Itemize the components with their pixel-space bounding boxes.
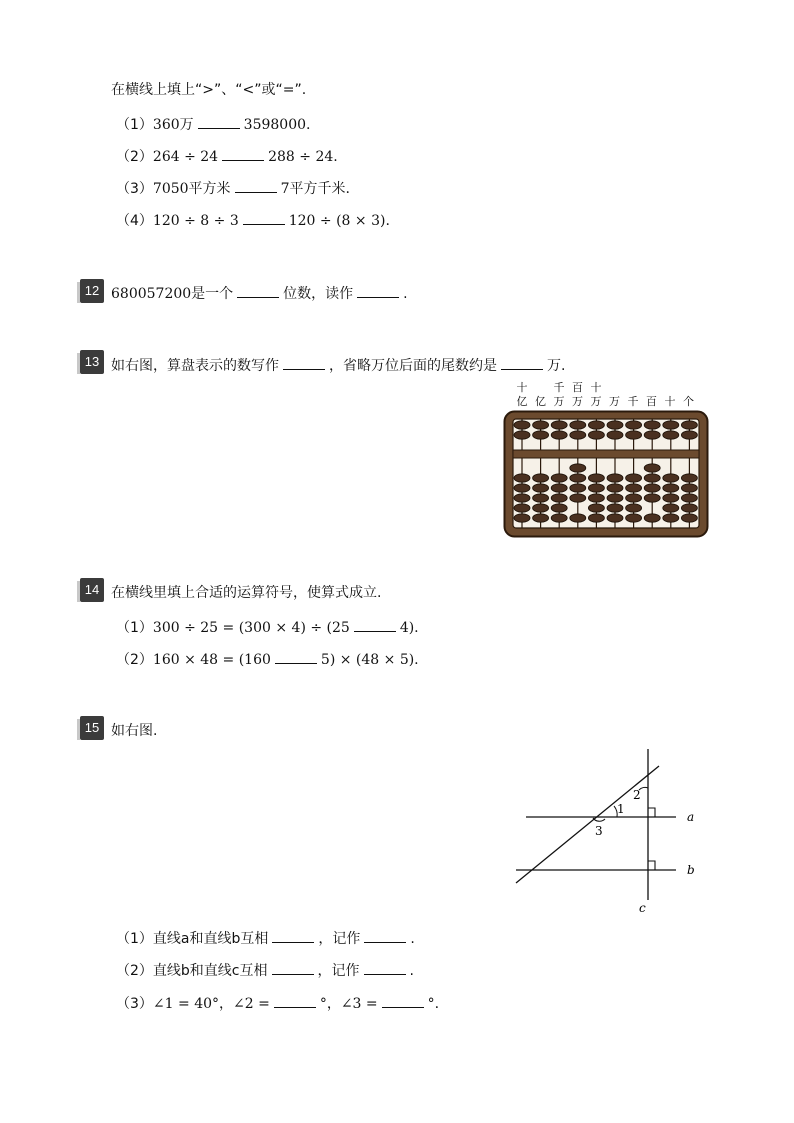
q13-part2: ，省略万位后面的尾数约是 <box>329 358 497 374</box>
abacus-bead <box>551 494 567 502</box>
abacus-bead <box>588 494 604 502</box>
abacus-bead <box>514 494 530 502</box>
abacus-bead <box>533 494 549 502</box>
q12-text <box>111 283 408 304</box>
q14-item-2 <box>116 649 419 670</box>
abacus-bead <box>533 474 549 482</box>
right-angle-mark-b <box>648 861 655 870</box>
abacus-bead <box>626 474 642 482</box>
item-left: 120 ÷ 8 ÷ 3 <box>152 213 239 229</box>
abacus-bead <box>533 484 549 492</box>
abacus-bead <box>663 431 679 439</box>
abacus-bead <box>644 484 660 492</box>
item-part2: ，记作 <box>318 931 361 947</box>
abacus-bead <box>644 474 660 482</box>
item-right: 5) × (48 × 5). <box>320 652 419 668</box>
answer-blank[interactable] <box>272 960 314 975</box>
item-number: （3） <box>116 181 153 197</box>
abacus-bead <box>607 514 623 522</box>
answer-blank[interactable] <box>501 355 543 370</box>
abacus-bead <box>681 431 697 439</box>
question-badge-15: 15 <box>80 716 104 740</box>
abacus-bead <box>607 431 623 439</box>
item-end: °. <box>427 996 440 1012</box>
place-label-bottom: 个 <box>683 395 694 408</box>
abacus-bead <box>663 494 679 502</box>
abacus-bead <box>607 421 623 429</box>
q11-item-2 <box>116 146 338 167</box>
q13-text <box>111 355 565 376</box>
abacus-bead <box>607 494 623 502</box>
item-number: （2） <box>116 149 153 165</box>
item-left: 300 ÷ 25 = (300 × 4) ÷ (25 <box>152 620 350 636</box>
q12-part2: 位数，读作 <box>283 286 354 302</box>
abacus-bead <box>570 484 586 492</box>
abacus-bead <box>514 514 530 522</box>
abacus-bead <box>663 474 679 482</box>
abacus-bead <box>551 474 567 482</box>
answer-blank[interactable] <box>243 210 285 225</box>
abacus-bead <box>681 494 697 502</box>
place-label-bottom: 千 <box>627 395 639 408</box>
abacus-bead <box>626 494 642 502</box>
item-right: 4). <box>399 620 419 636</box>
item-right: 120 ÷ (8 × 3). <box>288 213 390 229</box>
abacus-bead <box>607 474 623 482</box>
abacus-bead <box>663 514 679 522</box>
abacus-bead <box>626 504 642 512</box>
place-label-bottom: 万 <box>609 395 620 408</box>
abacus-bead <box>514 421 530 429</box>
item-number: （2） <box>116 652 153 668</box>
place-label-bottom: 万 <box>590 395 602 408</box>
item-part2: °，∠3 = <box>319 996 378 1012</box>
place-label-top: 十 <box>590 381 602 394</box>
q11-intro: 在横线上填上“>”、“<”或“=”. <box>111 82 307 98</box>
transversal-line <box>516 766 659 883</box>
abacus-bead <box>588 484 604 492</box>
q15-item-3 <box>116 993 439 1014</box>
item-number: （2） <box>116 963 153 979</box>
abacus-bead <box>626 421 642 429</box>
item-left: 160 × 48 = (160 <box>152 652 271 668</box>
abacus-bead <box>570 494 586 502</box>
abacus-bead <box>570 474 586 482</box>
abacus-bead <box>514 504 530 512</box>
item-end: . <box>409 963 414 979</box>
abacus-bead <box>626 484 642 492</box>
abacus-bead <box>533 421 549 429</box>
abacus-bead <box>607 484 623 492</box>
abacus-bead <box>514 431 530 439</box>
abacus-bead <box>514 474 530 482</box>
abacus-beam <box>513 450 699 458</box>
q14-intro: 在横线里填上合适的运算符号，使算式成立. <box>111 585 382 601</box>
answer-blank[interactable] <box>364 928 406 943</box>
abacus-bead <box>663 504 679 512</box>
answer-blank[interactable] <box>364 960 406 975</box>
abacus-bead <box>551 431 567 439</box>
item-left: 264 ÷ 24 <box>152 149 219 165</box>
item-number: （1） <box>116 931 153 947</box>
item-part1: 直线a和直线b互相 <box>152 931 269 947</box>
item-part1: 直线b和直线c互相 <box>152 963 268 979</box>
question-badge-12: 12 <box>80 279 104 303</box>
place-label-bottom: 万 <box>553 395 565 408</box>
place-label-top: 十 <box>516 381 528 394</box>
answer-blank[interactable] <box>222 146 264 161</box>
abacus-bead <box>570 431 586 439</box>
answer-blank[interactable] <box>274 993 316 1008</box>
abacus-bead <box>644 464 660 472</box>
abacus-bead <box>533 514 549 522</box>
abacus-bead <box>570 514 586 522</box>
label-angle-3: 3 <box>595 824 603 838</box>
item-part1: ∠1 = 40°，∠2 = <box>152 996 270 1012</box>
abacus-bead <box>514 484 530 492</box>
item-end: . <box>410 931 415 947</box>
place-label-top: 百 <box>572 381 583 394</box>
place-label-bottom: 亿 <box>516 395 528 408</box>
right-angle-mark-a <box>648 808 655 817</box>
abacus-bead <box>588 421 604 429</box>
item-number: （1） <box>116 117 153 133</box>
place-label-bottom: 百 <box>646 395 657 408</box>
answer-blank[interactable] <box>235 178 277 193</box>
abacus-bead <box>626 514 642 522</box>
abacus-figure <box>503 410 709 538</box>
abacus-bead <box>644 431 660 439</box>
item-number: （3） <box>116 996 153 1012</box>
abacus-bead <box>570 464 586 472</box>
label-angle-2: 2 <box>633 788 641 802</box>
item-right: 7平方千米. <box>280 181 350 197</box>
q11-item-4 <box>116 210 390 231</box>
abacus-bead <box>663 484 679 492</box>
item-right: 288 ÷ 24. <box>268 149 338 165</box>
abacus-bead <box>644 421 660 429</box>
question-badge-14: 14 <box>80 578 104 602</box>
abacus-bead <box>681 484 697 492</box>
item-right: 3598000. <box>243 117 311 133</box>
abacus-bead <box>626 431 642 439</box>
q14-item-1 <box>116 617 419 638</box>
label-angle-1: 1 <box>617 802 625 816</box>
answer-blank[interactable] <box>272 928 314 943</box>
abacus-bead <box>681 504 697 512</box>
abacus-bead <box>570 421 586 429</box>
abacus-bead <box>588 431 604 439</box>
answer-blank[interactable] <box>275 649 317 664</box>
q12-end: . <box>403 286 408 302</box>
q15-item-2 <box>116 960 414 981</box>
item-number: （4） <box>116 213 153 229</box>
abacus-bead <box>588 474 604 482</box>
item-number: （1） <box>116 620 153 636</box>
answer-blank[interactable] <box>198 114 240 129</box>
place-label-top: 千 <box>553 381 565 394</box>
abacus-bead <box>607 504 623 512</box>
answer-blank[interactable] <box>357 283 399 298</box>
item-left: 7050平方米 <box>152 181 231 197</box>
q15-item-1 <box>116 928 415 949</box>
abacus-bead <box>588 514 604 522</box>
q13-part3: 万. <box>547 358 566 374</box>
abacus-bead <box>551 484 567 492</box>
abacus-bead <box>681 474 697 482</box>
label-line-c: c <box>639 901 646 915</box>
abacus-bead <box>551 421 567 429</box>
abacus-bead <box>663 421 679 429</box>
question-badge-13: 13 <box>80 350 104 374</box>
abacus-bead <box>533 504 549 512</box>
item-left: 360万 <box>152 117 194 133</box>
answer-blank[interactable] <box>237 283 279 298</box>
lines-figure <box>508 744 708 916</box>
abacus-bead <box>551 514 567 522</box>
abacus-bead <box>681 514 697 522</box>
abacus-bead <box>644 494 660 502</box>
item-part2: ，记作 <box>317 963 360 979</box>
answer-blank[interactable] <box>283 355 325 370</box>
place-label-bottom: 亿 <box>535 395 546 408</box>
answer-blank[interactable] <box>354 617 396 632</box>
abacus-bead <box>588 504 604 512</box>
label-line-a: a <box>687 810 695 824</box>
abacus-bead <box>681 421 697 429</box>
q12-part1: 680057200是一个 <box>111 286 234 302</box>
label-line-b: b <box>687 863 695 877</box>
q13-part1: 如右图，算盘表示的数写作 <box>111 358 279 374</box>
abacus-bead <box>551 504 567 512</box>
abacus-bead <box>644 514 660 522</box>
q15-intro: 如右图. <box>111 723 158 739</box>
place-label-bottom: 万 <box>572 395 583 408</box>
place-label-bottom: 十 <box>664 395 676 408</box>
answer-blank[interactable] <box>382 993 424 1008</box>
abacus-bead <box>533 431 549 439</box>
q11-item-3 <box>116 178 350 199</box>
q11-item-1 <box>116 114 310 135</box>
